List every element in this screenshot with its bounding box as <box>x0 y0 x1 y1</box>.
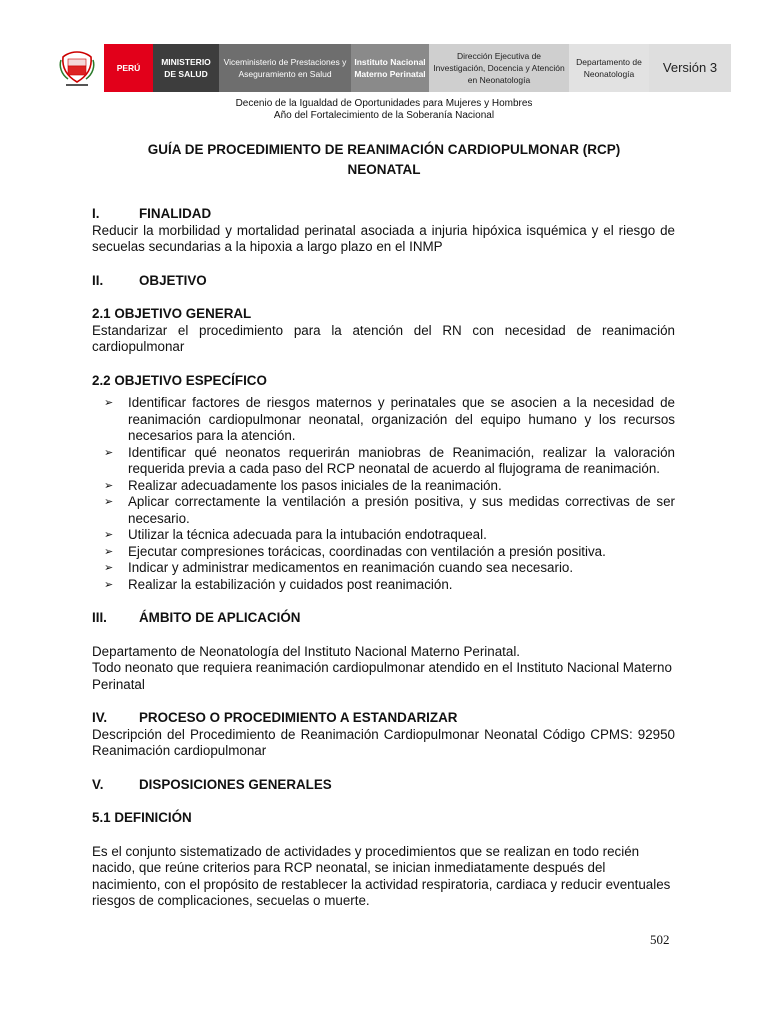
section-disposiciones-heading <box>92 777 675 794</box>
list-item: ➢ Utilizar la técnica adecuada para la intubación endotraqueal. <box>104 527 487 542</box>
definicion-text: Es el conjunto sistematizado de actividades y procedimientos que se realizan en todo recién nacido, que reúne criterios para RCP neonatal, se inician inmediatamente después del nacimiento, con el propósito de restablecer la actividad respiratoria, cardiaca y reducir eventuales riesgos de complicaciones, secuelas o muerte. <box>92 843 671 908</box>
document-body <box>92 206 675 910</box>
list-item: ➢ Indicar y administrar medicamentos en reanimación cuando sea necesario. <box>104 560 574 575</box>
finalidad-text: Reducir la morbilidad y mortalidad perinatal asociada a injuria hipóxica isquémica y el riesgo de secuelas secundarias a la hipoxia a largo plazo en el INMP <box>92 222 675 254</box>
objetivo-general-text: Estandarizar el procedimiento para la atención del RN con necesidad de reanimación cardiopulmonar <box>92 322 675 354</box>
title-line-1: GUÍA DE PROCEDIMIENTO DE REANIMACIÓN CARDIOPULMONAR (RCP) <box>147 142 621 157</box>
arrow-bullet-icon: ➢ <box>104 562 114 574</box>
header-departamento: Departamento de Neonatología <box>569 44 649 92</box>
list-item: ➢ Identificar qué neonatos requerirán maniobras de Reanimación, realizar la valoración requerida previa a cada paso del RCP neonatal de acuerdo al flujograma de reanimación. <box>104 444 675 476</box>
list-item: ➢ Realizar adecuadamente los pasos iniciales de la reanimación. <box>104 477 502 493</box>
arrow-bullet-icon: ➢ <box>104 479 114 492</box>
section-finalidad-heading <box>92 206 675 223</box>
section-ambito-heading <box>92 610 675 627</box>
section-title: FINALIDAD <box>139 206 212 221</box>
list-item: ➢ Identificar factores de riesgos maternos y perinatales que se asocien a la necesidad de reanimación cardiopulmonar neonatal, organización del equipo humano y los recursos necesarios para la atención. <box>104 395 675 443</box>
page-number: 502 <box>650 932 670 947</box>
section-objetivo-heading <box>92 273 675 290</box>
objetivo-general-heading: 2.1 OBJETIVO GENERAL <box>92 306 252 321</box>
arrow-bullet-icon: ➢ <box>104 578 114 591</box>
section-title: DISPOSICIONES GENERALES <box>139 776 332 792</box>
section-number: I. <box>92 206 100 221</box>
header-version: Versión 3 <box>649 44 731 92</box>
ambito-line-1: Departamento de Neonatología del Instituto Nacional Materno Perinatal. <box>92 643 521 659</box>
section-number: V. <box>92 776 104 792</box>
header-direccion: Dirección Ejecutiva de Investigación, Docencia y Atención en Neonatología <box>429 44 569 92</box>
header-instituto: Instituto Nacional Materno Perinatal <box>351 44 429 92</box>
ambito-line-2: Todo neonato que requiera reanimación cardiopulmonar atendido en el Instituto Nacional Materno Perinatal <box>92 660 672 692</box>
arrow-bullet-icon: ➢ <box>104 545 114 558</box>
proceso-text: Descripción del Procedimiento de Reanimación Cardiopulmonar Neonatal Código CPMS: 92950 Reanimación cardiopulmonar <box>92 726 675 758</box>
header-viceministerio: Viceministerio de Prestaciones y Aseguramiento en Salud <box>219 44 351 92</box>
decenio-line-1: Decenio de la Igualdad de Oportunidades para Mujeres y Hombres <box>235 98 533 109</box>
section-number: II. <box>92 272 104 288</box>
section-title: ÁMBITO DE APLICACIÓN <box>139 610 301 625</box>
header-ministerio: MINISTERIO DE SALUD <box>153 44 219 92</box>
coat-of-arms-icon <box>58 48 96 88</box>
arrow-bullet-icon: ➢ <box>104 397 114 409</box>
list-item: ➢ Aplicar correctamente la ventilación a presión positiva, y sus medidas correctivas de ser necesario. <box>104 494 675 526</box>
arrow-bullet-icon: ➢ <box>104 446 114 459</box>
header-peru: PERÚ <box>104 44 153 92</box>
section-proceso-heading <box>92 710 675 727</box>
section-title: PROCESO O PROCEDIMIENTO A ESTANDARIZAR <box>139 710 458 725</box>
list-item: ➢ Ejecutar compresiones torácicas, coordinadas con ventilación a presión positiva. <box>104 543 606 559</box>
objetivo-especifico-list <box>92 395 675 593</box>
coat-of-arms-logo <box>50 44 104 92</box>
section-title: OBJETIVO <box>139 272 207 288</box>
list-item: ➢ Realizar la estabilización y cuidados post reanimación. <box>104 576 453 592</box>
arrow-bullet-icon: ➢ <box>104 496 114 508</box>
header-band <box>50 44 731 92</box>
title-line-2: NEONATAL <box>347 162 421 177</box>
decenio-line-2: Año del Fortalecimiento de la Soberanía Nacional <box>273 110 495 121</box>
section-number: IV. <box>92 710 108 725</box>
document-title <box>90 140 678 180</box>
arrow-bullet-icon: ➢ <box>104 529 114 541</box>
definicion-heading: 5.1 DEFINICIÓN <box>92 810 192 825</box>
section-number: III. <box>92 610 107 625</box>
objetivo-especifico-heading: 2.2 OBJETIVO ESPECÍFICO <box>92 372 267 388</box>
